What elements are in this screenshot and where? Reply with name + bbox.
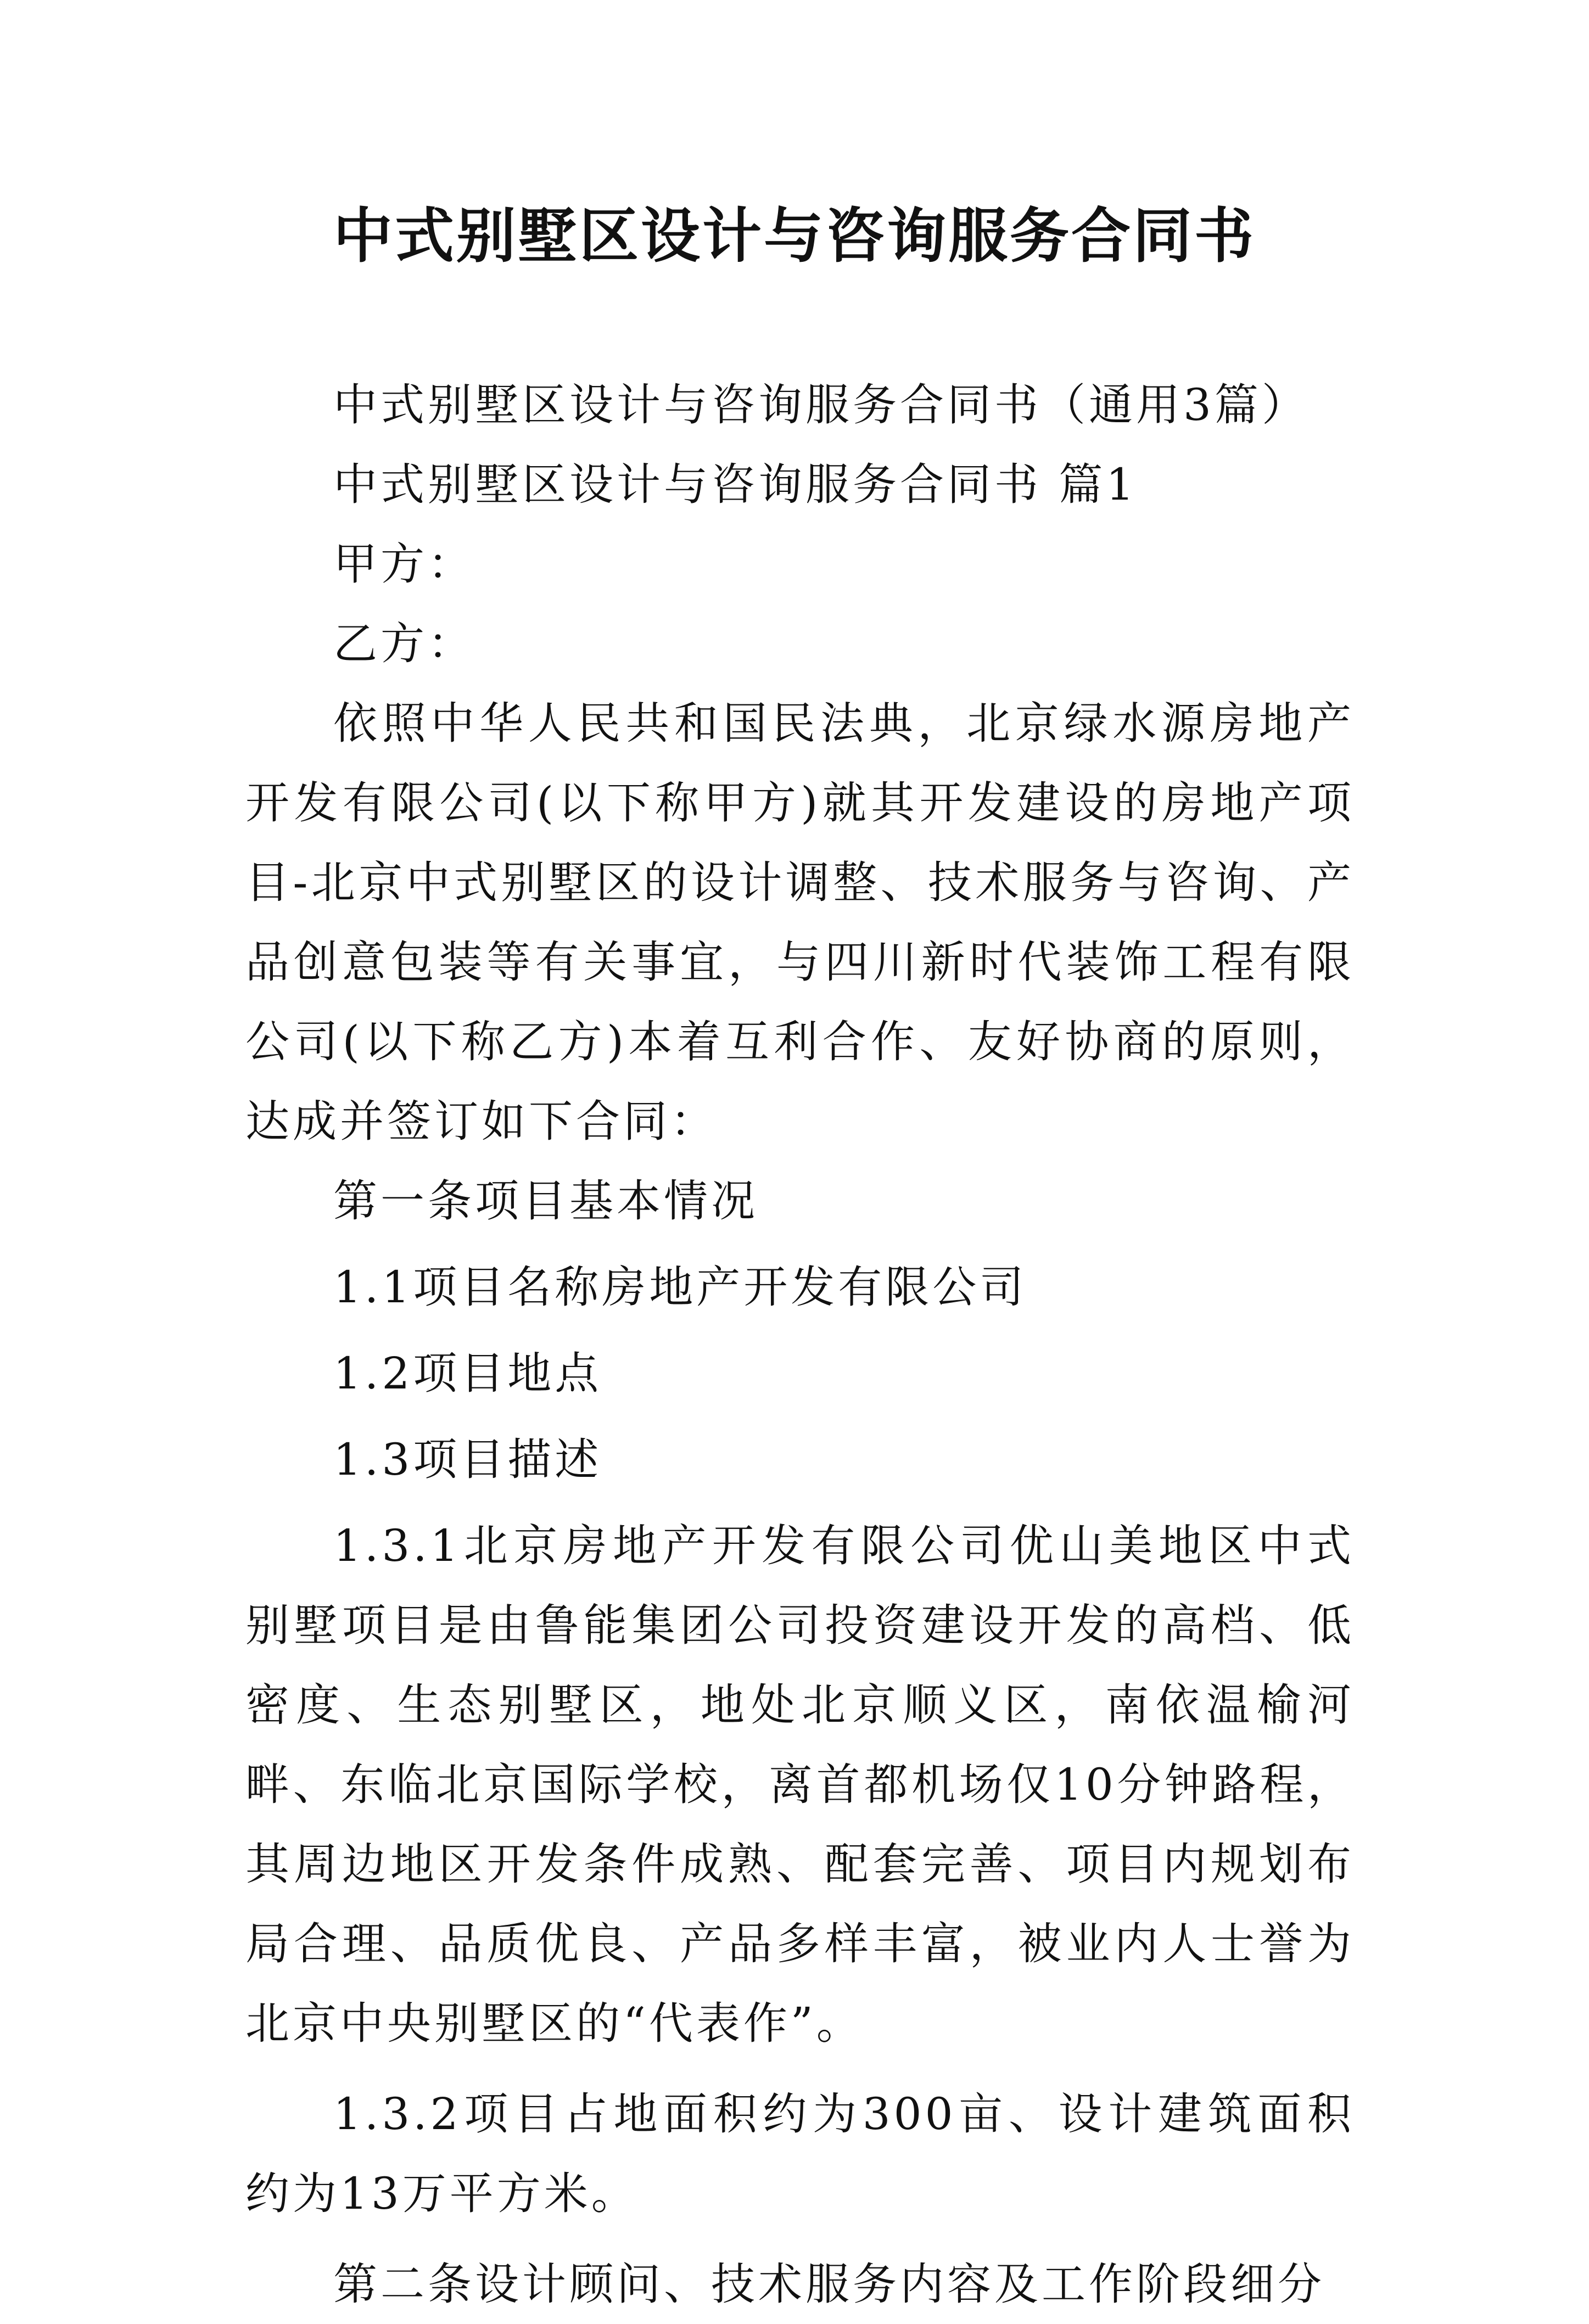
document-body — [245, 365, 1355, 2324]
paragraph-1-3: 1.3项目描述 — [333, 1434, 602, 1485]
paragraph-section-heading: 中式别墅区设计与咨询服务合同书 篇1 — [333, 459, 1138, 510]
paragraph-article-1: 第一条项目基本情况 — [333, 1175, 758, 1227]
paragraph-preamble: 依照中华人民共和国民法典，北京绿水源房地产开发有限公司(以下称甲方)就其开发建设的房地产项目-北京中式别墅区的设计调整、技术服务与咨询、产品创意包装等有关事宜，与四川新时代装饰工程有限公司(以下称乙方)本着互利合作、友好协商的原则，达成并签订如下合同： — [245, 698, 1355, 1147]
paragraph-1-1: 1.1项目名称房地产开发有限公司 — [333, 1262, 1027, 1313]
document-title: 中式别墅区设计与咨询服务合同书 — [333, 201, 1256, 271]
paragraph-1-3-1: 1.3.1北京房地产开发有限公司优山美地区中式别墅项目是由鲁能集团公司投资建设开发的高档、低密度、生态别墅区，地处北京顺义区，南依温榆河畔、东临北京国际学校，离首都机场仅10分钟路程，其周边地区开发条件成熟、配套完善、项目内规划布局合理、品质优良、产品多样丰富，被业内人士誉为北京中央别墅区的“代表作”。 — [245, 1520, 1355, 2049]
paragraph-1-2: 1.2项目地点 — [333, 1348, 602, 1399]
paragraph-party-b: 乙方： — [333, 618, 475, 669]
paragraph-article-2: 第二条设计顾问、技术服务内容及工作阶段细分 — [333, 2259, 1325, 2310]
paragraph-party-a: 甲方： — [333, 539, 475, 590]
paragraph-1-3-2: 1.3.2项目占地面积约为300亩、设计建筑面积约为13万平方米。 — [245, 2088, 1355, 2219]
paragraph-subtitle: 中式别墅区设计与咨询服务合同书（通用3篇） — [333, 379, 1309, 430]
